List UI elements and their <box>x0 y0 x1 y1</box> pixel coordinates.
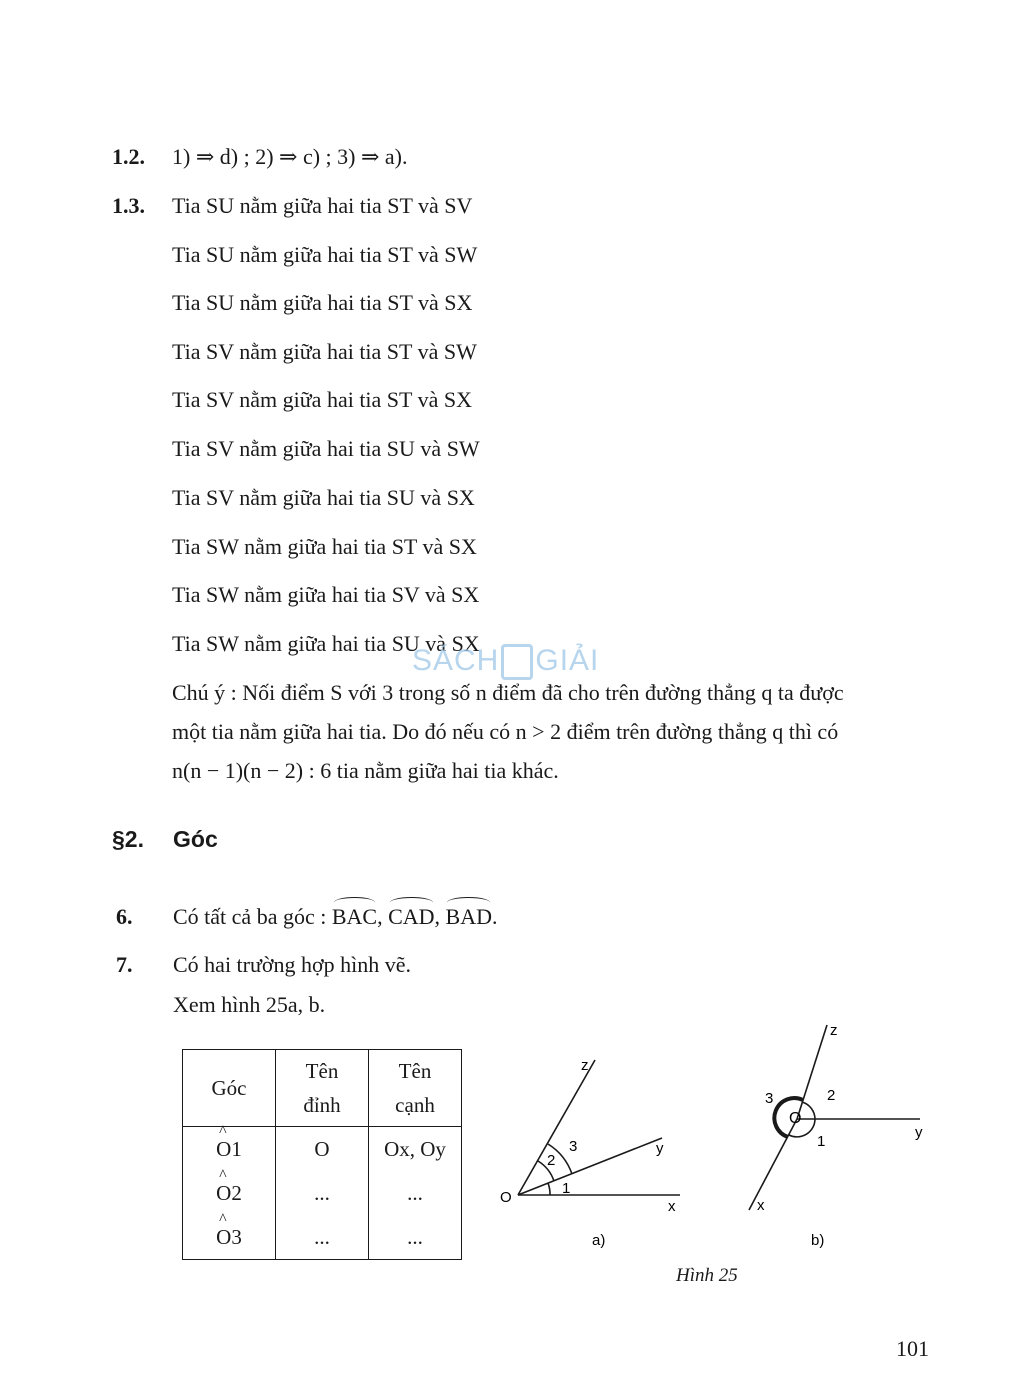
arc-2 <box>802 1102 815 1119</box>
figure-25b <box>735 1020 955 1250</box>
list-item: Tia SW nằm giữa hai tia SV và SX <box>172 582 480 607</box>
table-cell-vertex: ... <box>276 1171 369 1215</box>
note-line: Chú ý : Nối điểm S với 3 trong số n điểm đã cho trên đường thẳng q ta được <box>172 680 844 705</box>
label-2: 2 <box>547 1152 556 1169</box>
list-item: Tia SW nằm giữa hai tia SU và SX <box>172 631 480 656</box>
arc-1 <box>548 1183 550 1195</box>
table-header: Tên đỉnh <box>276 1050 369 1127</box>
table-cell-vertex: ... <box>276 1215 369 1260</box>
ray-oy <box>518 1138 662 1195</box>
table-header: Tên cạnh <box>369 1050 462 1127</box>
item-text: Có hai trường hợp hình vẽ. <box>173 952 412 977</box>
table-header: Góc <box>183 1050 276 1127</box>
section-title: Góc <box>173 826 218 852</box>
list-item: Tia SV nằm giữa hai tia SU và SW <box>172 436 480 461</box>
label-z: z <box>830 1022 838 1039</box>
item-text: 1) ⇒ d) ; 2) ⇒ c) ; 3) ⇒ a). <box>172 144 408 169</box>
list-item: Tia SW nằm giữa hai tia ST và SX <box>172 534 477 559</box>
ray-oz <box>518 1060 595 1195</box>
item-number: 1.3. <box>112 193 145 218</box>
table-cell-vertex: O <box>276 1127 369 1172</box>
list-item: Tia SV nằm giữa hai tia SU và SX <box>172 485 475 510</box>
caption-a: a) <box>592 1232 606 1249</box>
label-z: z <box>581 1057 589 1074</box>
item-number: 1.2. <box>112 144 145 169</box>
separator: , <box>434 904 441 929</box>
item-text: Tia SU nằm giữa hai tia ST và SV <box>172 193 473 218</box>
item-number: 7. <box>116 952 133 977</box>
label-3: 3 <box>765 1090 774 1107</box>
page-number: 101 <box>896 1336 929 1361</box>
item-number: 6. <box>116 904 133 929</box>
table-cell-sides: ... <box>369 1215 462 1260</box>
label-1: 1 <box>817 1133 826 1150</box>
label-1: 1 <box>562 1180 571 1197</box>
section-number: §2. <box>112 826 144 852</box>
label-x: x <box>757 1197 765 1214</box>
angle-cad: CAD <box>388 904 435 929</box>
table-cell-angle: ^ O2 <box>183 1171 276 1215</box>
label-2: 2 <box>827 1087 836 1104</box>
angle-table <box>182 1049 462 1260</box>
table-cell-sides: Ox, Oy <box>369 1127 462 1172</box>
list-item: Tia SU nằm giữa hai tia ST và SX <box>172 290 473 315</box>
label-x: x <box>668 1198 676 1215</box>
label-o: O <box>500 1189 512 1206</box>
table-cell-sides: ... <box>369 1171 462 1215</box>
angle-intro: Có tất cả ba góc : <box>173 904 327 929</box>
watermark-logo: SÁCH GIẢI <box>412 644 599 680</box>
label-y: y <box>656 1140 664 1157</box>
figure-25a <box>490 1040 710 1260</box>
list-item: Tia SU nằm giữa hai tia ST và SW <box>172 242 478 267</box>
angle-bad: BAD <box>445 904 492 929</box>
separator: , <box>377 904 383 929</box>
label-y: y <box>915 1124 923 1141</box>
note-line: một tia nằm giữa hai tia. Do đó nếu có n > 2 điểm trên đường thẳng q thì có <box>172 719 839 744</box>
item-text: Xem hình 25a, b. <box>173 992 326 1017</box>
label-o: O <box>789 1110 802 1127</box>
item-text <box>173 904 498 930</box>
caption-b: b) <box>811 1232 825 1249</box>
note-line: n(n − 1)(n − 2) : 6 tia nằm giữa hai tia khác. <box>172 758 559 783</box>
label-3: 3 <box>569 1138 578 1155</box>
separator: . <box>492 904 498 929</box>
table-cell-angle: ^ O1 <box>183 1127 276 1172</box>
angle-bac: BAC <box>331 904 378 929</box>
ray-oz <box>797 1025 827 1119</box>
list-item: Tia SV nằm giữa hai tia ST và SX <box>172 387 472 412</box>
figure-caption: Hình 25 <box>676 1265 738 1286</box>
table-cell-angle: ^ O3 <box>183 1215 276 1260</box>
list-item: Tia SV nằm giữa hai tia ST và SW <box>172 339 477 364</box>
